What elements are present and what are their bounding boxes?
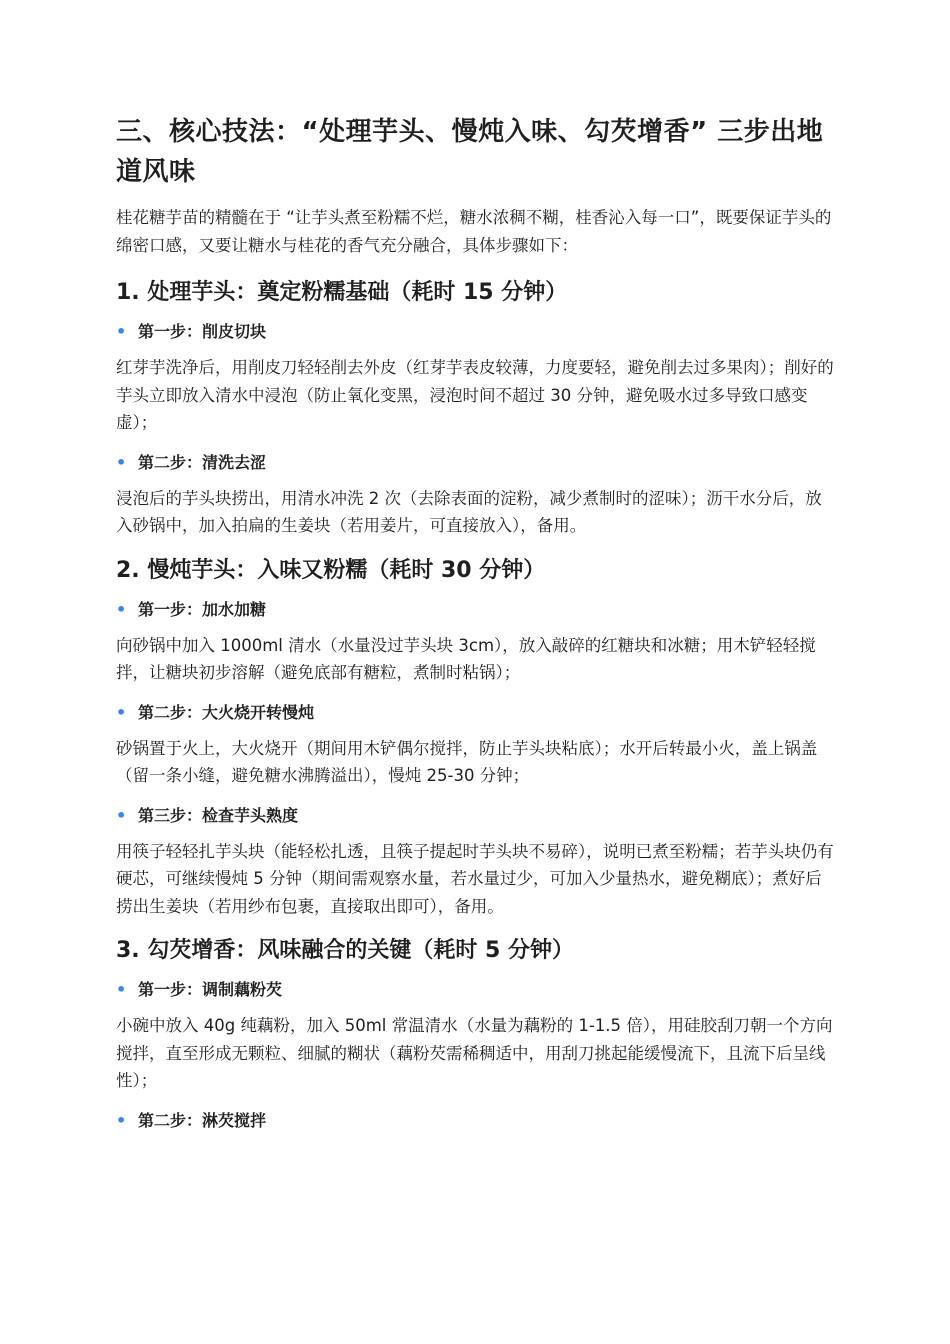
step-text: 红芽芋洗净后，用削皮刀轻轻削去外皮（红芽芋表皮较薄，力度要轻，避免削去过多果肉）；削好的芋头立即放入清水中浸泡（防止氧化变黑，浸泡时间不超过 30 分钟，避免吸水过多导致口感变虚）；	[116, 358, 834, 432]
main-title: 三、核心技法：“处理芋头、慢炖入味、勾芡增香” 三步出地道风味	[116, 117, 824, 187]
step-label: 第一步：加水加糖	[138, 599, 267, 619]
section-title-1: 1. 处理芋头：奠定粉糯基础（耗时 15 分钟）	[116, 280, 568, 305]
bullet-icon: •	[116, 805, 127, 825]
document-page	[116, 112, 838, 1143]
step-label: 第二步：大火烧开转慢炖	[138, 702, 315, 722]
section-title-2: 2. 慢炖芋头：入味又粉糯（耗时 30 分钟）	[116, 557, 546, 583]
step-heading	[116, 978, 838, 1002]
section-title-3: 3. 勾芡增香：风味融合的关键（耗时 5 分钟）	[116, 938, 574, 963]
step-text: 砂锅置于火上，大火烧开（期间用木铲偶尔搅拌，防止芋头块粘底）；水开后转最小火，盖上锅盖（留一条小缝，避免糖水沸腾溢出），慢炖 25-30 分钟；	[116, 738, 818, 785]
step-text: 用筷子轻轻扎芋头块（能轻松扎透，且筷子提起时芋头块不易碎），说明已煮至粉糯；若芋头块仍有硬芯，可继续慢炖 5 分钟（期间需观察水量，若水量过少，可加入少量热水，避免糊底）；煮好后捞出生姜块（若用纱布包裹，直接取出即可），备用。	[116, 841, 834, 916]
step-text: 向砂锅中加入 1000ml 清水（水量没过芋头块 3cm），放入敲碎的红糖块和冰糖；用木铲轻轻搅拌，让糖块初步溶解（避免底部有糖粒，煮制时粘锅）；	[116, 635, 816, 682]
step-label: 第一步：削皮切块	[138, 322, 267, 341]
step-label: 第二步：清洗去涩	[138, 452, 267, 472]
step-text: 小碗中放入 40g 纯藕粉，加入 50ml 常温清水（水量为藕粉的 1-1.5 倍），用硅胶刮刀朝一个方向搅拌，直至形成无颗粒、细腻的糊状（藕粉芡需稀稠适中，用刮刀挑起能缓慢流下，且流下后呈线性）；	[116, 1016, 833, 1090]
bullet-icon: •	[116, 702, 127, 722]
bullet-icon: •	[116, 599, 127, 619]
step-heading	[116, 598, 838, 622]
step-heading	[116, 451, 838, 475]
step-text: 浸泡后的芋头块捞出，用清水冲洗 2 次（去除表面的淀粉，减少煮制时的涩味）；沥干水分后，放入砂锅中，加入拍扁的生姜块（若用姜片，可直接放入），备用。	[116, 488, 822, 535]
step-heading	[116, 1109, 838, 1133]
step-label: 第二步：淋芡搅拌	[138, 1110, 267, 1130]
bullet-icon: •	[116, 1110, 127, 1130]
intro-paragraph: 桂花糖芋苗的精髓在于 “让芋头煮至粉糯不烂，糖水浓稠不糊，桂香沁入每一口”，既要保证芋头的绵密口感，又要让糖水与桂花的香气充分融合，具体步骤如下：	[116, 208, 832, 255]
step-label: 第一步：调制藕粉芡	[138, 980, 283, 999]
bullet-icon: •	[116, 452, 127, 472]
bullet-icon: •	[116, 980, 127, 999]
step-label: 第三步：检查芋头熟度	[138, 805, 299, 825]
bullet-icon: •	[116, 322, 127, 341]
step-heading	[116, 804, 838, 828]
step-heading	[116, 701, 838, 725]
step-heading	[116, 320, 838, 344]
